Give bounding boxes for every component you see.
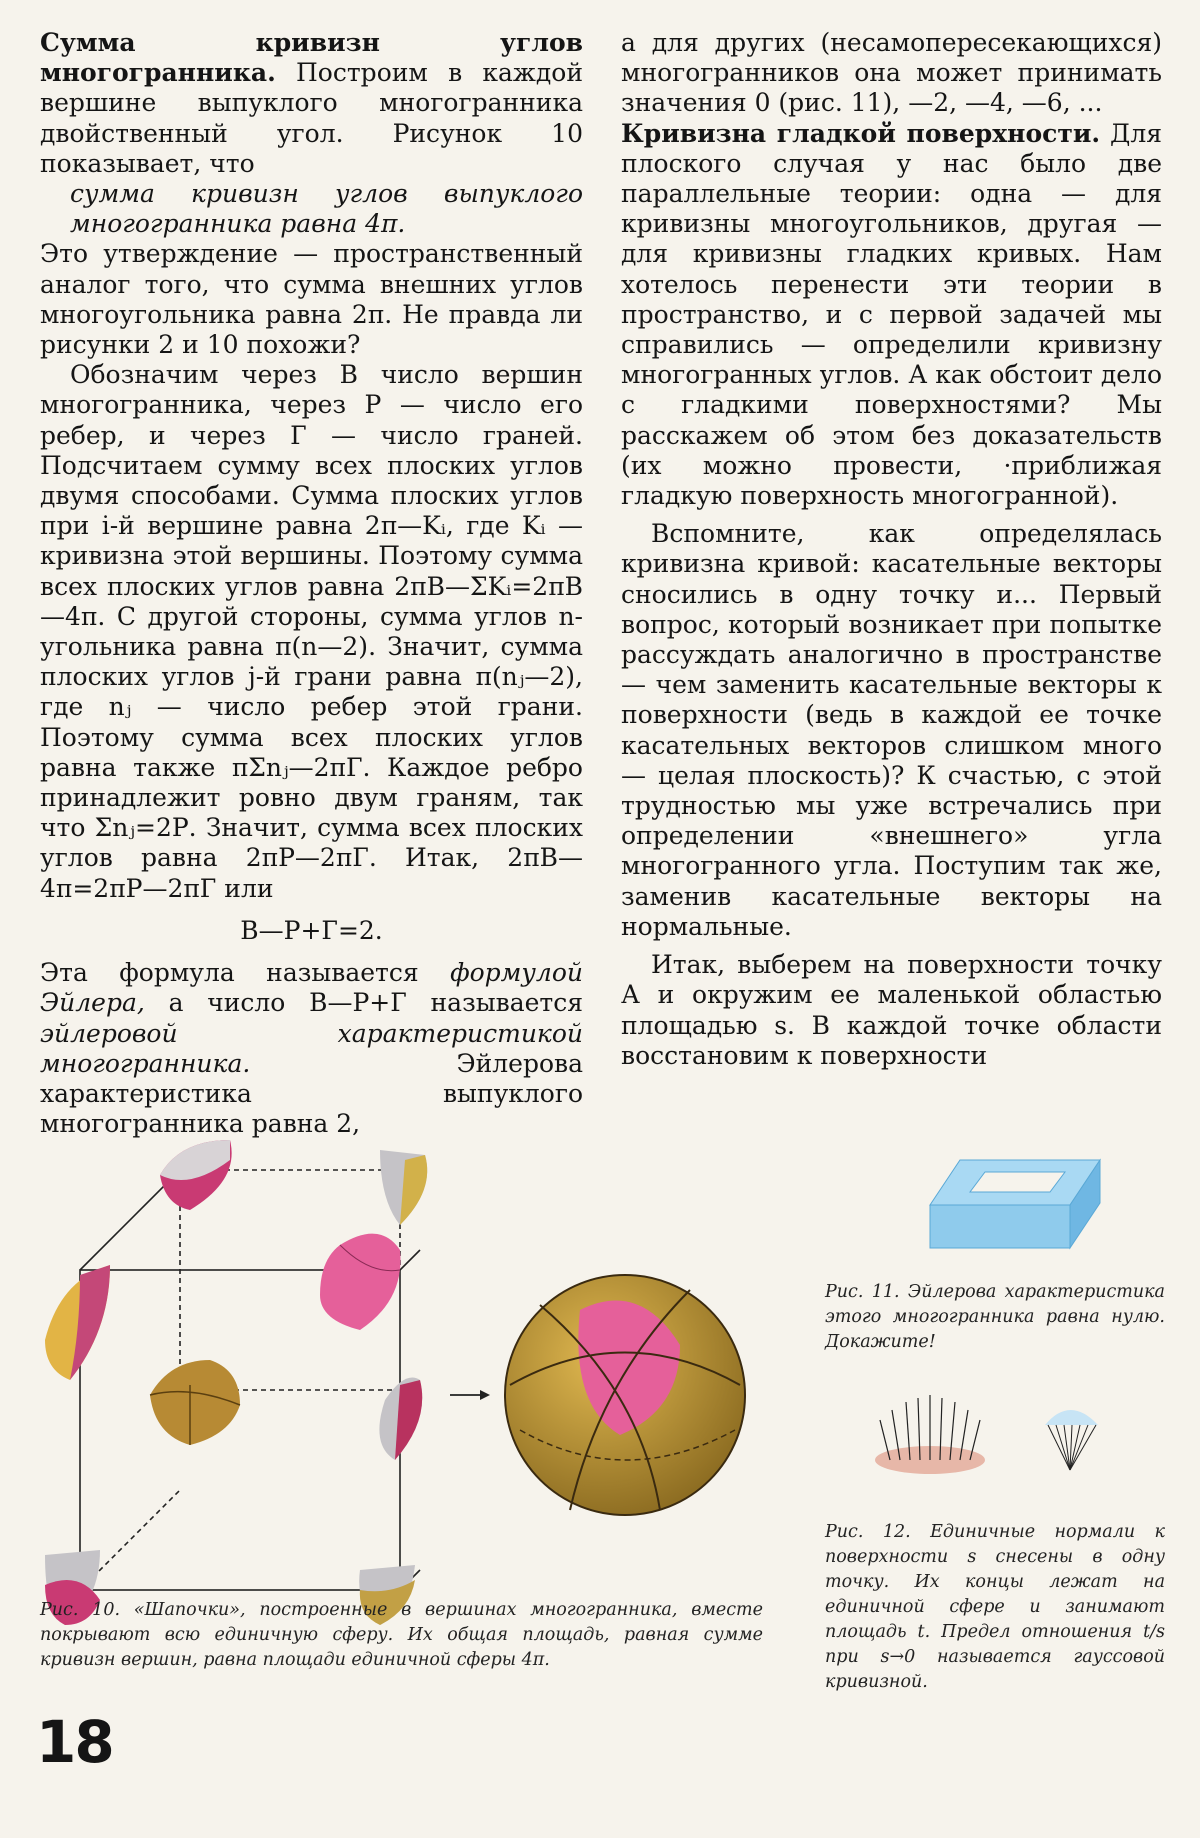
normals-moved-to-point xyxy=(1045,1410,1098,1470)
paragraph-other-polyhedra: а для других (несамопересекающихся) многогранников она может принимать значения 0 (рис. 11), —2, —4, —6, ... xyxy=(621,28,1162,118)
text-column-right xyxy=(621,28,1162,1071)
section-heading-sum-of-curvatures: Сумма кривизн углов многогранника. xyxy=(40,28,583,88)
text-span: Эта формула называется xyxy=(40,958,419,988)
paragraph-euler-characteristic xyxy=(40,958,583,1139)
section-heading-smooth-surface: Кривизна гладкой поверхности. xyxy=(621,118,1101,148)
euler-formula: В—Р+Г=2. xyxy=(240,915,383,945)
figure-11-frame-polyhedron xyxy=(915,1150,1115,1260)
paragraph-text: Для плоского случая у нас было две параллельные теории: одна — для кривизны многоугольников, другая — для кривизны гладких кривых. Нам хотелось перенести эти теории в пространство, и с первой задачей мы справились — определили кривизну многогранных углов. А как обстоит дело с гладкими поверхностями? Мы расскажем об этом без доказательств (их можно провести, ·приближая гладкую поверхность многогранной). xyxy=(621,118,1162,511)
unit-sphere xyxy=(505,1275,745,1515)
page-number: 18 xyxy=(36,1708,113,1776)
paragraph-choose-point: Итак, выберем на поверхности точку А и окружим ее маленькой областью площадью s. В каждой точке области восстановим к поверхности xyxy=(621,950,1162,1070)
paragraph-sum-of-curvatures xyxy=(40,28,583,179)
cap-top-left-back xyxy=(160,1140,232,1210)
term-euler-characteristic: эйлеровой характеристикой многогранника. xyxy=(40,1018,583,1078)
figure-12-normals xyxy=(870,1390,1130,1480)
paragraph-curve-curvature: Вспомните, как определялась кривизна кривой: касательные векторы сносились в одну точку и... Первый вопрос, который возникает при попытке рассуждать аналогично в пространстве — чем заменить касательные векторы к поверхности (ведь в каждой ее точке касательных векторов слишком много — целая плоскость)? К счастью, с этой трудностью мы уже встречались при определении «внешнего» угла многогранного угла. Поступим так же, заменив касательные векторы на нормальные. xyxy=(621,519,1162,941)
arrow-icon xyxy=(450,1390,490,1400)
figure-10-cube-caps xyxy=(40,1130,760,1630)
text-column-left xyxy=(40,28,583,1139)
paragraph-counting-angles: Обозначим через В число вершин многогранника, через Р — число его ребер, и через Г — число граней. Подсчитаем сумму всех плоских углов двумя способами. Сумма плоских углов при i-й вершине равна 2π—Kᵢ, где Kᵢ — кривизна этой вершины. Поэтому сумма всех плоских углов равна 2πB—ΣKᵢ=2πB—4π. С другой стороны, сумма углов n-угольника равна π(n—2). Значит, сумма плоских углов j-й грани равна π(nⱼ—2), где nⱼ — число ребер этой грани. Поэтому сумма всех плоских углов равна также πΣnⱼ—2πГ. Каждое ребро принадлежит ровно двум граням, так что Σnⱼ=2Р. Значит, сумма всех плоских углов равна 2πР—2πГ. Итак, 2πВ—4π=2πР—2πГ или xyxy=(40,360,583,903)
cap-center-inner xyxy=(150,1360,240,1445)
text-span: Эйлерова характеристика выпуклого многогранника равна 2, xyxy=(40,1048,583,1139)
caption-figure-10: Рис. 10. «Шапочки», построенные в вершинах многогранника, вместе покрывают всю единичную сферу. Их общая площадь, равная сумме кривизн вершин, равна площади единичной сферы 4π. xyxy=(40,1600,763,1670)
surface-patch-with-normals xyxy=(875,1395,985,1474)
cap-top-right-front xyxy=(320,1234,401,1330)
theorem-statement: сумма кривизн углов выпуклого многогранника равна 4π. xyxy=(70,179,583,239)
cap-top-left-front xyxy=(45,1265,110,1380)
text-span: а число В—Р+Г называется xyxy=(168,988,583,1018)
caption-figure-12: Рис. 12. Единичные нормали к поверхности s снесены в одну точку. Их концы лежат на единичной сфере и занимают площадь t. Предел отношения t/s при s→0 называется гауссовой кривизной. xyxy=(825,1522,1165,1692)
caption-figure-11: Рис. 11. Эйлерова характеристика этого многогранника равна нулю. Докажите! xyxy=(825,1282,1165,1352)
paragraph-smooth-surface xyxy=(621,119,1162,512)
paragraph-text: Построим в каждой вершине выпуклого многогранника двойственный угол. Рисунок 10 показывает, что xyxy=(40,58,583,178)
cap-top-right-back xyxy=(380,1150,427,1225)
term-euler-formula: формулой Эйлера, xyxy=(40,958,583,1018)
cap-bottom-right-back xyxy=(379,1378,422,1461)
paragraph-analogy: Это утверждение — пространственный аналог того, что сумма внешних углов многоугольника равна 2π. Не правда ли рисунки 2 и 10 похожи? xyxy=(40,239,583,360)
cube-wireframe xyxy=(80,1170,420,1590)
